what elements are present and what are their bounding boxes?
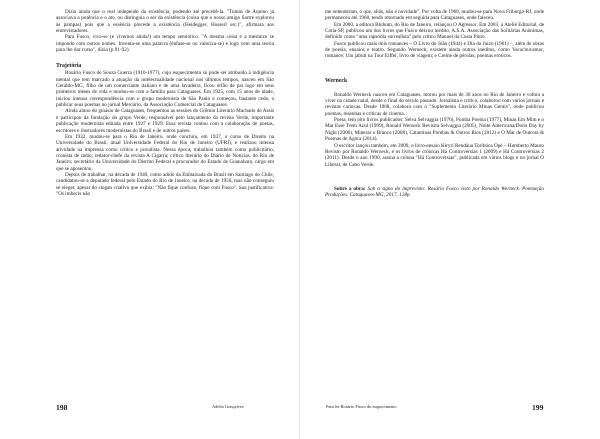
paragraph: Dizia ainda que o real independe da existência, podendo até precedê-la. "Tomás de Aquino já associava a potência e o ato, ou distinguia o ser da existência (coisa que o nosso amigo Sartre explorou às pampas) pois que a essência precede a existência (Heidegger, Husserl etc.)", afirmara aos entrevistadores.: [56, 9, 274, 35]
right-page-text-column: [325, 9, 544, 199]
right-page: [300, 0, 600, 439]
paragraph: Ainda aluno do ginásio de Cataguases, frequentou as sessões do Grêmio Literário Machado de Assis e participou da fundação do grupo Verde, responsável pelo lançamento da revista Verde, importante publicação modernista editada entre 1927 e 1929. Essa revista contou com a colaboração de poetas, escritores e ilustradores modernistas do Brasil e de outros países.: [56, 108, 274, 134]
section-heading-werneck: Werneck: [325, 77, 348, 84]
paragraph: Poeta, tem oito livros publicados: Selva Selvaggia (1976), Pomba Poema (1977), Minas Em Mim e o Mar Esse Trem Azul (1999), Ronald Werneck Revisita Selvaggia (2005), Noite Americana/Doris Day by Night (2006), Minerar o Branco (2008), Cataminas Pombas & Outros Rios (2012) e O Mar de Outrora & Poemas de Agora (2014).: [325, 117, 544, 143]
book-reference: [325, 186, 544, 199]
reference-text: Sob o signo do imprevisto: Rosário Fusco visto por Ronaldo Werneck. Poemação Produções. Cataguases-MG, 2017, 128p.: [325, 185, 545, 199]
paragraph: Depois de trabalhar, na década de 1940, como adido da Embaixada do Brasil em Santiago do Chile, candidatou-se a deputado federal pelo Estado do Rio de Janeiro, na década de 1950, mas não conseguiu se eleger, apesar do slogan criativo que exibia: "Não fique confuso, fique com Fusco". Sua justificativa: "Os imbecis não: [56, 171, 274, 197]
paragraph: Ronaldo Werneck nasceu em Cataguases, morou por mais de 30 anos no Rio de Janeiro e voltou a viver na cidade natal, desde o final do século passado. Jornalista e crítico, colaborou com vários jornais e revistas cariocas. Desde 1968, colabora com o "Suplemento Literário Minas Gerais", onde publicou poemas, resenhas e críticas de cinema.: [325, 91, 544, 117]
left-page-text-column: [56, 9, 274, 197]
reference-label: Sobre a obra:: [334, 185, 366, 192]
paragraph: me entenderam, o que, aliás, não é novidade". Por volta de 1960, mudou-se para Nova Friburgo-RJ, onde permaneceu até 1968, tendo retornado em seguida para Cataguases, onde faleceu.: [325, 9, 544, 22]
paragraph: Rosário Fusco de Souza Guerra (1910-1977), cujo esquecimento só pode ser atribuído à indigência mental que tem marcado a atuação da intelectualidade nacional nos últimos tempos, nasceu em São Geraldo-MG, filho de um comerciante italiano e de uma lavadeira, ficou órfão de pai logo em seus primeiros meses de vida e mudou-se com a família para Cataguases. Em 1925, com 15 anos de idade, iniciou intensa correspondência com o grupo modernista de São Paulo e começou, bastante cedo, a publicar seus poemas no jornal Mercúrio, da Associação Comercial de Cataguases.: [56, 70, 274, 109]
paragraph: Fusco publicou mais dois romances – O Livro do João (1944) e Dia do Juízo (1961) –, além de obras de poesia, ensaios e teatro. Segundo Werneck, existem ainda outros inéditos, como Vacachuvamor, romance; Um jabuti na Tour Eiffel, livro de viagem; e Creme de pérolas, poemas eróticos.: [325, 40, 544, 60]
running-head-author: Adelto Gonçalves: [212, 404, 244, 409]
paragraph: Em 1932, mudou-se para o Rio de Janeiro, onde concluiu, em 1937, o curso de Direito na Universidade do Brasil, atual Universidade Federal do Rio de Janeiro (UFRJ), e realizou intensa atividade na imprensa como crítico e jornalista. Nessa época, trabalhou também como publicitário, cronista de rádio, redator-chefe da revista A Cigarra; crítico literário do Diário de Notícias, do Rio de Janeiro; secretário da Universidade do Distrito Federal e procurador do Estado de Guanabara, cargo em que se aposentou.: [56, 133, 274, 172]
page-number: 199: [532, 403, 544, 412]
running-head-title: Para ler Rosário Fusco do esquecimento: [326, 404, 397, 409]
page-number: 198: [56, 403, 68, 412]
paragraph: Em 2000, a editora Bluhum, do Rio de Janeiro, relançou O Agressor. Em 2003, a Ateliê Editorial, de Cotia-SP, publicou um dos livros que Fusco deixou inédito, A.S.A. Associação das Solitárias Anônimas, definido como "uma rapsódia surrealista" pelo crítico Manuel da Costa Pinto.: [325, 21, 544, 41]
paragraph: O escritor lançou também, em 2009, o livro-ensaio Kiryrí Rendáua Toribóca Opé – Humberto Mauro Revisto por Ronaldo Werneck, e os livros de crônicas Há Controvérsias 1 (2009) e Há Controvérsias 2 (2011). Desde o ano 1990, assina a coluna "Há Controvérsias", publicada em vários blogs e no jornal O Liberal, de Cabo Verde.: [325, 142, 544, 168]
paragraph: Para Fusco, viva-se (e vivemos ainda!) um tempo semiótico. "A mesma coisa e a mesmice se impondo com outros nomes. Inventa-se uma palavra (ênfase-se ou valoriza-se) e logo vem uma teoria para lhe dar curso", dizia (p.91-92).: [56, 34, 274, 54]
section-heading-trajetoria: Trajetória: [56, 63, 82, 70]
